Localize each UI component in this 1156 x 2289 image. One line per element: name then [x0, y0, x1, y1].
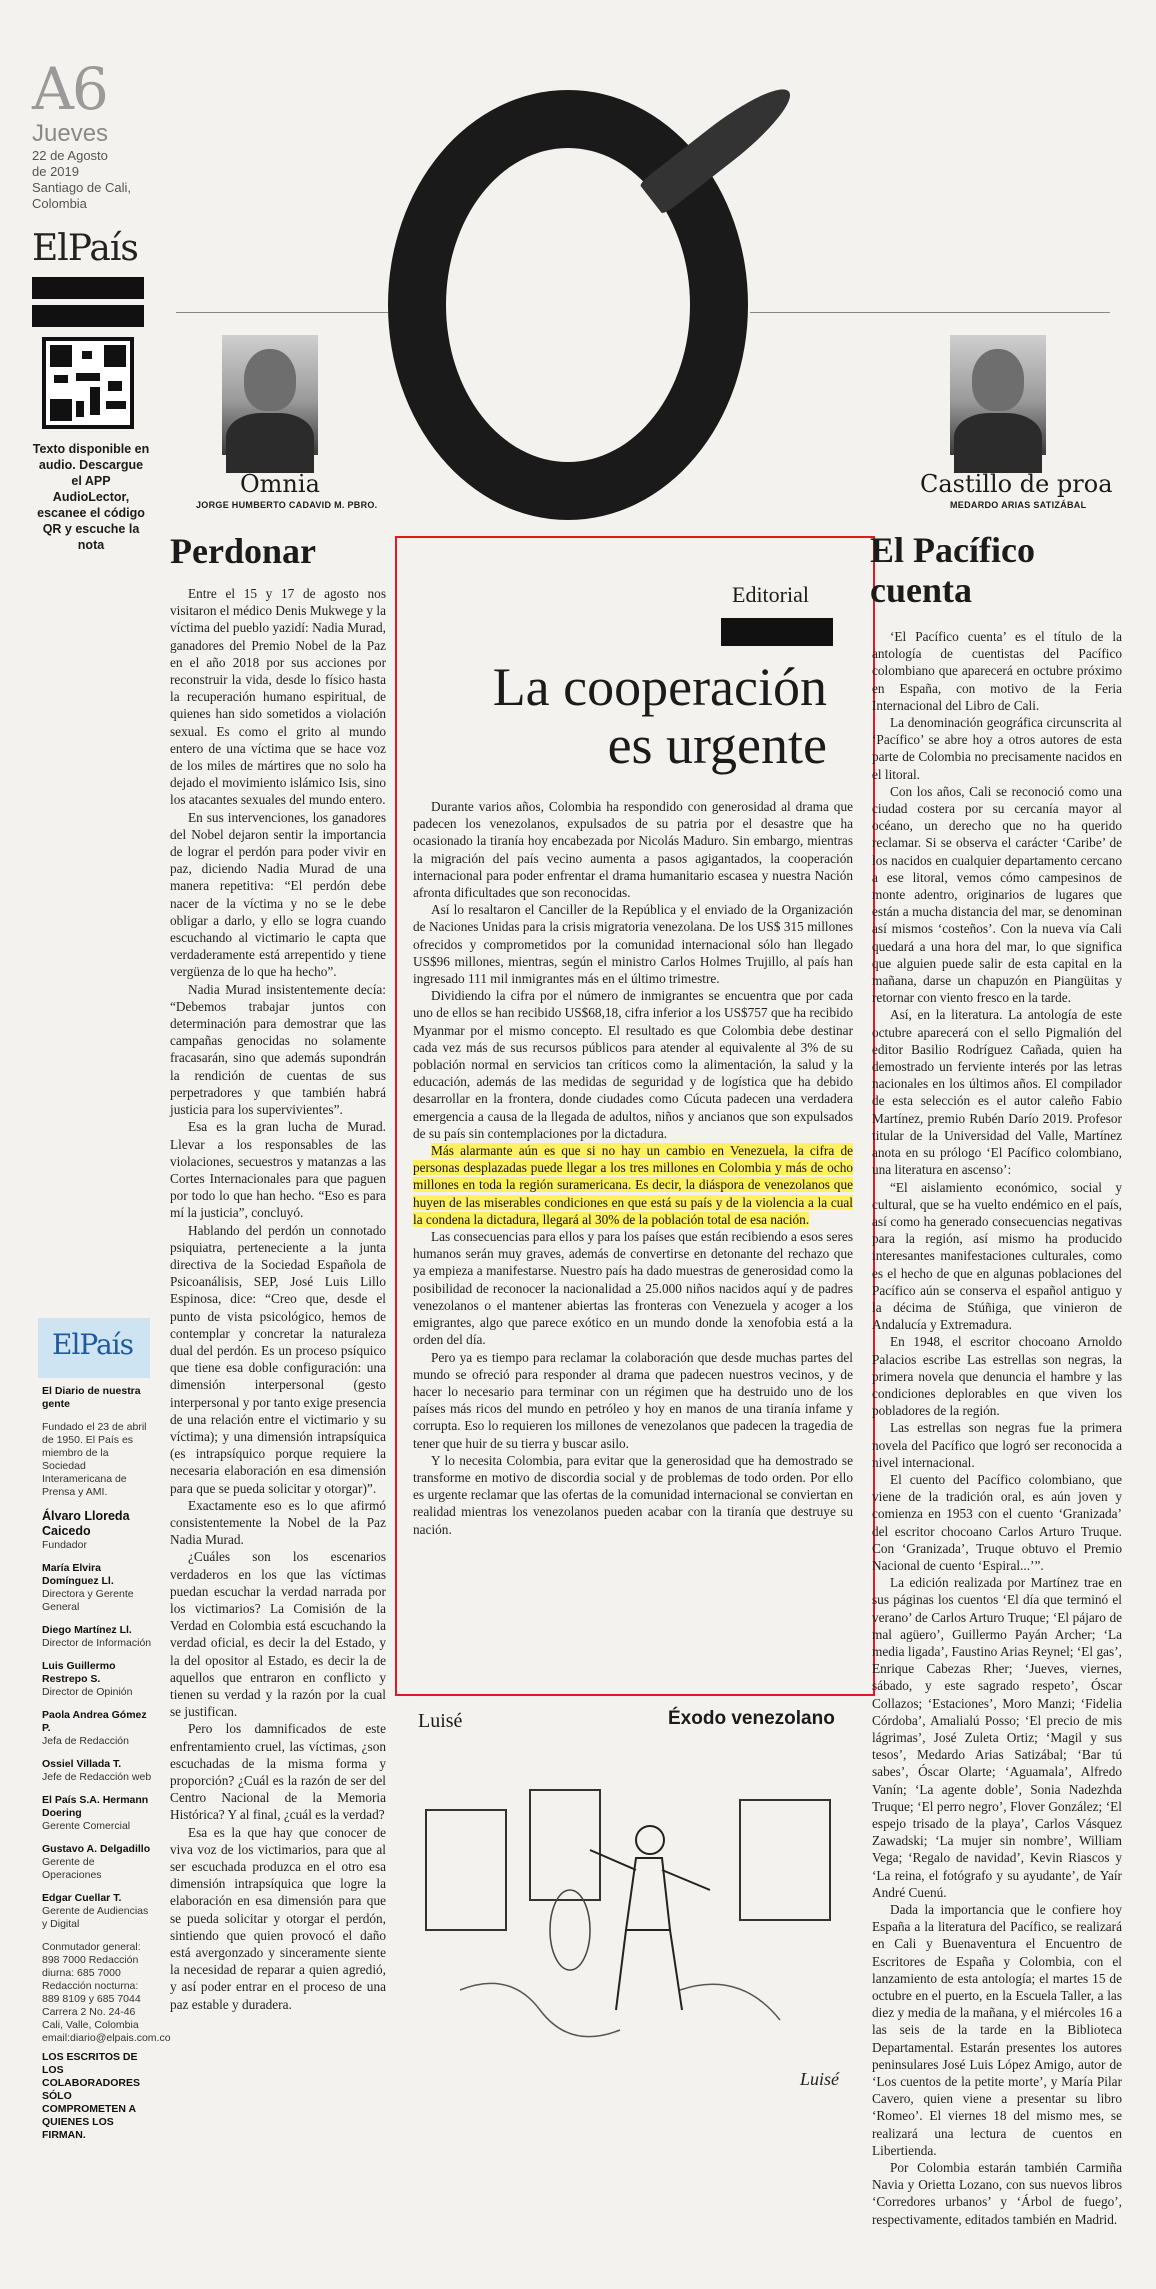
staff-name: María Elvira Domínguez Ll.	[42, 1562, 114, 1587]
qr-code-icon[interactable]	[42, 337, 134, 429]
staff-name: Ossiel Villada T.	[42, 1758, 122, 1770]
paragraph: Por Colombia estarán también Carmiña Navia y Orietta Lozano, con sus nuevos libros ‘Corredores urbanos’ y ‘Árbol de fuego’, respectivamente, editados también en Madrid.	[872, 2160, 1122, 2227]
cartoon-drawing	[420, 1770, 860, 2100]
paragraph: Pero ya es tiempo para reclamar la colaboración que desde muchas partes del mundo se ofreció para responder al drama que padecen nuestros vecinos, y de hacer lo necesario para terminar con un régimen que ha destruido uno de los países más ricos del mundo en petróleo y hoy en manos de una tiranía infame y corrupta. Eso lo requieren los millones de venezolanos que padecen la tragedia de tener que huir de su tierra y buscar asilo.	[413, 1349, 853, 1451]
columnist-photo-left	[222, 335, 318, 455]
staff-role: Jefe de Redacción web	[42, 1771, 152, 1783]
staff-name: Edgar Cuellar T.	[42, 1892, 122, 1904]
page-number: A6	[32, 55, 107, 123]
cartoon-signature: Luisé	[800, 2069, 840, 2089]
staff-name: Paola Andrea Gómez P.	[42, 1709, 147, 1734]
paragraph: Nadia Murad insistentemente decía: “Debemos trabajar juntos con determinación para demostrar que las campañas genocidas no solamente fracasarán, sino que además supondrán la rendición de cuentas de sus perpetradores y que también habrá justicia para los supervivientes”.	[170, 981, 386, 1118]
paragraph: Dividiendo la cifra por el número de inmigrantes se encuentra que por cada uno de ellos se han recibido US$68,18, cifra inferior a los US$757 que ha recibido Myanmar por el mismo concepto. El resultado es que Colombia debe destinar cada vez más de sus recursos públicos para atender al equivalente al 3% de su población normal en servicios tan críticos como la alimentación, la salud y la educación, además de las medidas de seguridad y de logística que ha debido desarrollar en la frontera, donde ciudades como Cúcuta padecen una verdadera emergencia a causa de la llegada de adultos, niños y ancianos que son expulsados de su país sin contemplaciones por la dictadura.	[413, 988, 853, 1141]
paragraph: Así, en la literatura. La antología de este octubre aparecerá con el sello Pigmalión del editor Basilio Rodríguez Cañada, quien ha demostrado un ferviente interés por las letras nacionales en los últimos años. El compilador de esta selección es el autor caleño Fabio Martínez, premio Rubén Darío 2019. Profesor titular de la Universidad del Valle, Martínez anota en su prólogo ‘El Pacífico colombiano, una literatura en ascenso’:	[872, 1007, 1122, 1178]
staff-contact: Conmutador general: 898 7000 Redacción diurna: 685 7000 Redacción nocturna: 889 8109 y 685 7044 Carrera 2 No. 24-46 Cali, Valle, Colombia email:diario@elpais.com.co	[42, 1941, 171, 2044]
paragraph: ¿Cuáles son los escenarios verdaderos en los que las víctimas puedan escuchar la verdad narrada por los victimarios? La Comisión de la Verdad en Colombia está escuchando la verdad oficial, es decir la del Estado, y la del opositor al Estado, es decir la de aquellos que entraron en conflicto y tienen su verdad y la razón por la cual se justifican.	[170, 1549, 386, 1720]
editorial-box	[395, 536, 875, 1696]
editorial-body	[413, 798, 853, 1538]
staff-logo-box	[38, 1318, 150, 1378]
paragraph: Durante varios años, Colombia ha respondido con generosidad al drama que padecen los venezolanos, expulsados de su patria por el desastre que ha ocasionado la tiranía hoy encabezada por Nicolás Maduro. Sin embargo, mientras la migración del país vecino aumenta a pasos agigantados, la cooperación internacional para poder enfrentar el drama humanitario escasea y nuestra Nación afronta dificultades que son reconocidas.	[413, 799, 853, 901]
staff-logo: ElPaís	[52, 1328, 133, 1361]
newspaper-logo: ElPaís	[32, 228, 138, 269]
staff-name: El País S.A. Hermann Doering	[42, 1794, 149, 1819]
paragraph: Esa es la que hay que conocer de viva voz de los victimarios, para que al ser escuchada produzca en el otro esa dimensión intrapsíquica que logre la elaboración en esa dimensión para que se pueda solicitar y otorgar el perdón, sintiendo que quien provocó el daño está avergonzado y sinceramente siente la necesidad de reparar a quien agredió, y así poder entrar en el proceso de una paz estable y duradera.	[170, 1824, 386, 2012]
paragraph: Hablando del perdón un connotado psiquiatra, perteneciente a la junta directiva de la Sociedad Española de Psicoanálisis, SEP, José Luis Lillo Espinosa, dice: “Creo que, desde el punto de vista psicológico, hemos de contemplar y concretar la naturaleza dual del perdón. Es un proceso psíquico que tiene esa doble configuración: una dimensión interpersonal (gesto interpersonal y por tanto exige presencia de una relación entre el victimario y su víctima); y una dimensión intrapsíquica (es intrapsíquico porque requiere la necesaria elaboración en esa dimensión para que se pueda solicitar y otorgar)”.	[170, 1222, 386, 1496]
staff-tagline: El Diario de nuestra gente	[42, 1385, 141, 1410]
editorial-title-line-1: La cooperación	[492, 657, 827, 717]
staff-box	[42, 1385, 171, 2142]
right-article-body	[872, 628, 1122, 2227]
date-line-4: Colombia	[32, 196, 87, 211]
paragraph: Entre el 15 y 17 de agosto nos visitaron el médico Denis Mukwege y la víctima del pueblo yazidí: Nadia Murad, ganadores del Premio Nobel de la Paz en el año 2018 por sus acciones por reconstruir la vida, desde lo físico hasta la recuperación humano espiritual, de quienes han sido sometidos a violación sexual. Es como el grito al mundo entero de una víctima que se hace voz de los miles de mártires que no solo ha dejado el movimiento islámico Isis, sino los atacantes sexuales del mundo entero.	[170, 586, 386, 808]
paragraph: Esa es la gran lucha de Murad. Llevar a los responsables de las violaciones, secuestros y matanzas a las Cortes Internacionales para que paguen por todo lo que han hecho. “Eso es para mí la justicia”, concluyó.	[170, 1119, 386, 1221]
staff-role: Gerente Comercial	[42, 1820, 131, 1832]
columnist-photo-right	[950, 335, 1046, 455]
paragraph: Exactamente eso es lo que afirmó consistentemente la Nobel de la Paz Nadia Murad.	[170, 1497, 386, 1548]
column-section-right: Castillo de proa	[920, 470, 1113, 498]
staff-role: Director de Opinión	[42, 1686, 133, 1698]
editorial-title	[407, 658, 827, 774]
paragraph: Y lo necesita Colombia, para evitar que la generosidad que ha demostrado se transforme en motivo de discordia social y de problemas de todo orden. Por ello es urgente reclamar que las ofertas de la comunidad internacional se conviertan en realidad mientras los venezolanos pueden acabar con la tiranía que destruye su nación.	[413, 1452, 853, 1537]
divider	[176, 312, 388, 313]
paragraph: Con los años, Cali se reconoció como una ciudad costera por su cercanía mayor al océano, un derecho que no ha querido reclamar. Si se observa el carácter ‘Caribe’ de los nacidos en cualquier departamento cercano a ese litoral, vemos cómo campesinos de monte adentro, originarios de lugares que están a mucha distancia del mar, se denominan así mismos ‘costeños’. Con la nueva vía Cali quedará a una hora del mar, lo que significa que alguien puede salir de esta capital en la mañana, darse un chapuzón en Piangüitas y retornar con viento fresco en la tarde.	[872, 783, 1122, 1006]
paragraph: Dada la importancia que le confiere hoy España a la literatura del Pacífico, se realizará en Cali y Buenaventura el Encuentro de Escritores de España y Colombia, con el lanzamiento de esta antología; el martes 15 de octubre en el puerto, en la Escuela Taller, a las diez y media de la mañana, y el miércoles 16 a las seis de la tarde en la Biblioteca Departamental. Estarán presentes los autores peninsulares José Luis López Amigo, autor de ‘Los cuentos de la petite morte’, y María Pilar Cavero, quien viene a presentar su libro ‘Romeo’. El viernes 18 del mismo mes, se realizará una lectura de cuentos en Libertienda.	[872, 1902, 1122, 2158]
editorial-title-line-2: es urgente	[607, 715, 827, 775]
staff-name: Luis Guillermo Restrepo S.	[42, 1660, 116, 1685]
founder-role: Fundador	[42, 1539, 87, 1551]
black-bar	[32, 277, 144, 299]
staff-name: Diego Martínez Ll.	[42, 1624, 132, 1636]
staff-name: Gustavo A. Delgadillo	[42, 1843, 151, 1855]
paragraph: La edición realizada por Martínez trae en sus páginas los cuentos ‘El día que terminó el verano’ de Carlos Arturo Truque; ‘El pájaro de mal agüero’, Guillermo Payán Archer; ‘La media ligada’, Faustino Arias Reynel; ‘El gas’, Enrique Cabezas Rher; ‘Jueves, viernes, sábado, y este sagrado respeto’, Óscar Collazos; ‘Estaciones’, Moro Manzi; ‘Fidelia Córdoba’, Amalialú Posso; ‘El precio de mis lágrimas’, José Zuleta Ortiz; ‘Magil y sus tesos’, Medardo Arias Satizábal; ‘Bar tú sabes’, Óscar Olarte; ‘Aguamala’, Alfredo Vanín; ‘La agente doble’, Sonia Nadezhda Truque; ‘El perro negro’, Flover González; ‘El espejo trisado de la playa’, Carlos Vásquez Zawadski; ‘La mujer sin nombre’, William Vega; ‘Regalo de navidad’, Kevin Riascos y ‘La reina, el fotógrafo y su ayudante’, de Yaír André Cuenú.	[872, 1575, 1122, 1900]
left-article-body	[170, 585, 386, 2105]
staff-role: Jefa de Redacción	[42, 1735, 129, 1747]
black-bar	[32, 305, 144, 327]
paragraph: El cuento del Pacífico colombiano, que viene de la tradición oral, es aún joven y comienza en 1953 con el cuento ‘Granizada’ del escritor chocoano Carlos Arturo Truque. Con ‘Granizada’, Truque obtuvo el Premio Nacional de cuento ‘Espiral...’”.	[872, 1471, 1122, 1573]
cartoon-artist: Luisé	[418, 1710, 463, 1732]
founder-name: Álvaro Lloreda Caicedo	[42, 1509, 130, 1538]
date-line-2: de 2019	[32, 164, 79, 179]
paragraph: Así lo resaltaron el Canciller de la República y el enviado de la Organización de Naciones Unidas para la crisis migratoria venezolana. De los US$ 315 millones ofrecidos y comprometidos por la comunidad internacional sólo han llegado US$96 millones, mientras, según el ministro Carlos Holmes Trujillo, al país han ingresado 111 mil inmigrantes más en el último trimestre.	[413, 902, 853, 987]
staff-role: Gerente de Audiencias y Digital	[42, 1905, 149, 1930]
highlight: Más alarmante aún es que si no hay un cambio en Venezuela, la cifra de personas desplazadas puede llegar a los tres millones en Colombia y más de ocho millones en toda la región suramericana. Es decir, la diáspora de venezolanos que huyen de las miserables condiciones en que está su país y de la violencia a la cual la condena la dictadura, llegará al 30% de la población total de esa nación.	[413, 1143, 853, 1227]
date-line-3: Santiago de Cali,	[32, 180, 132, 195]
column-author-left: JORGE HUMBERTO CADAVID M. PBRO.	[196, 500, 378, 510]
date-line-1: 22 de Agosto	[32, 148, 108, 163]
column-section-left: Omnia	[240, 470, 320, 498]
masthead-sidebar	[32, 55, 172, 553]
paragraph: Pero los damnificados de este enfrentamiento cruel, las víctimas, ¿son escuchadas de la misma forma y proporción? ¿Cuál es la razón de ser del Centro Nacional de la Memoria Histórica? Y al final, ¿cuál es la verdad?	[170, 1721, 386, 1823]
weekday: Jueves	[32, 120, 109, 147]
left-headline: Perdonar	[170, 531, 316, 571]
highlighted-paragraph	[413, 1142, 853, 1228]
right-headline-line-2: cuenta	[870, 570, 972, 610]
paragraph: En sus intervenciones, los ganadores del Nobel dejaron sentir la importancia de lograr el perdón para poder vivir en paz, diciendo Nadia Murad de una manera repetitiva: “El perdón debe nacer de la víctima y no se le debe obligar a darlo, y ello se logra cuando escuchando al victimario le capta que verdaderamente está arrepentido y tiene vergüenza de lo que ha hecho”.	[170, 809, 386, 980]
paragraph: Las estrellas son negras fue la primera novela del Pacífico que logró ser reconocida a nivel internacional.	[872, 1420, 1122, 1470]
staff-warning: LOS ESCRITOS DE LOS COLABORADORES SÓLO COMPROMETEN A QUIENES LOS FIRMAN.	[42, 2051, 141, 2141]
paragraph: ‘El Pacífico cuenta’ es el título de la antología de cuentistas del Pacífico colombiano que aparecerá en octubre próximo en España, con motivo de la Feria Internacional del Libro de Cali.	[872, 629, 1122, 713]
right-headline-line-1: El Pacífico	[870, 530, 1035, 570]
paragraph: Las consecuencias para ellos y para los países que están recibiendo a esos seres humanos serán muy graves, además de convertirse en detonante del rechazo que ya empieza a manifestarse. Nuestro país ha dado muestras de generosidad como la posibilidad de reconocer la nacionalidad a 25.000 niños nacidos aquí y de padres venezolanos o el mantener abiertas las fronteras con Venezuela y acoger a los emigrantes, algo que parece exótico en un mundo donde la xenofobia está a la orden del día.	[413, 1229, 854, 1348]
right-headline	[870, 530, 1035, 610]
editorial-bar	[721, 618, 833, 646]
column-author-right: MEDARDO ARIAS SATIZÁBAL	[950, 500, 1087, 510]
audio-note: Texto disponible en audio. Descargue el APP AudioLector, escanee el código QR y escuche la nota	[32, 442, 150, 552]
paragraph: En 1948, el escritor chocoano Arnoldo Palacios escribe Las estrellas son negras, la primera novela que denuncia el hambre y las condiciones deplorables en que viven los pobladores de la región.	[872, 1334, 1122, 1419]
divider	[750, 312, 1110, 313]
editorial-label: Editorial	[732, 582, 809, 607]
staff-role: Director de Información	[42, 1637, 152, 1649]
staff-founded: Fundado el 23 de abril de 1950. El País es miembro de la Sociedad Interamericana de Prensa y AMI.	[42, 1421, 147, 1498]
paragraph: “El aislamiento económico, social y cultural, que se ha vuelto endémico en el país, así como ha generado consecuencias negativas para la región, así mismo ha producido interesantes manifestaciones culturales, como es el hecho de que en algunas poblaciones del Pacífico aún se conserva el español antiguo y la décima de Stúñiga, que vinieron de Andalucía y Extremadura.	[872, 1179, 1122, 1333]
paragraph: La denominación geográfica circunscrita al ‘Pacífico’ se abre hoy a otros autores de esta parte de Colombia no precisamente nacidos en el litoral.	[872, 715, 1122, 782]
staff-role: Directora y Gerente General	[42, 1588, 134, 1613]
cartoon-title: Éxodo venezolano	[668, 1708, 835, 1729]
staff-role: Gerente de Operaciones	[42, 1856, 102, 1881]
